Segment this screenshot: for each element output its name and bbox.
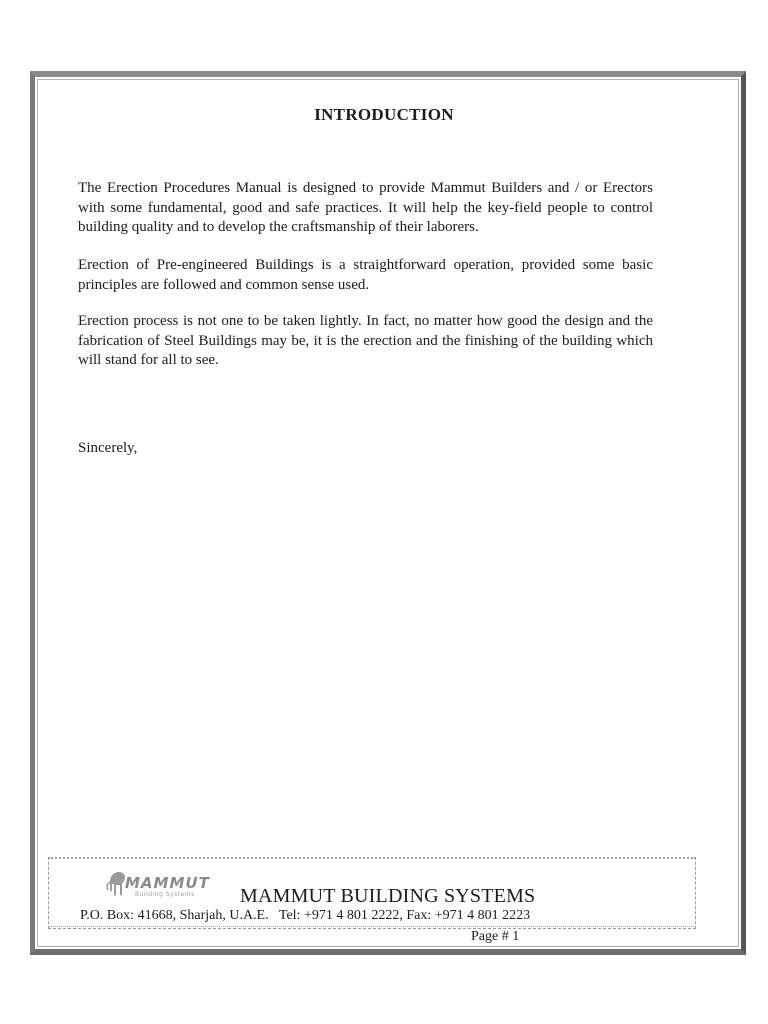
intro-paragraph-3: Erection process is not one to be taken lightly. In fact, no matter how good the design and the fabrication of Steel Buildings may be, it is the erection and the finishing of the building which will stand for all to see. — [78, 313, 653, 368]
company-address: P.O. Box: 41668, Sharjah, U.A.E. — [80, 908, 269, 923]
page-number: Page # 1 — [471, 929, 520, 944]
logo-wordmark: MAMMUT — [125, 874, 210, 892]
company-logo — [105, 868, 235, 904]
logo-tagline: Building Systems — [135, 891, 195, 898]
company-name: MAMMUT BUILDING SYSTEMS — [240, 885, 536, 907]
contact-line — [80, 908, 530, 924]
intro-paragraph-1: The Erection Procedures Manual is designed to provide Mammut Builders and / or Erectors with some fundamental, good and safe practices. It will help the key-field people to control building quality and to develop the craftsmanship of their laborers. — [78, 180, 653, 235]
intro-paragraph-2: Erection of Pre-engineered Buildings is a straightforward operation, provided some basic principles are followed and common sense used. — [78, 257, 653, 293]
footer-divider — [48, 926, 696, 927]
page-title: INTRODUCTION — [314, 105, 454, 124]
company-phone-fax: Tel: +971 4 801 2222, Fax: +971 4 801 2223 — [278, 908, 531, 923]
closing-salutation: Sincerely, — [78, 440, 138, 456]
